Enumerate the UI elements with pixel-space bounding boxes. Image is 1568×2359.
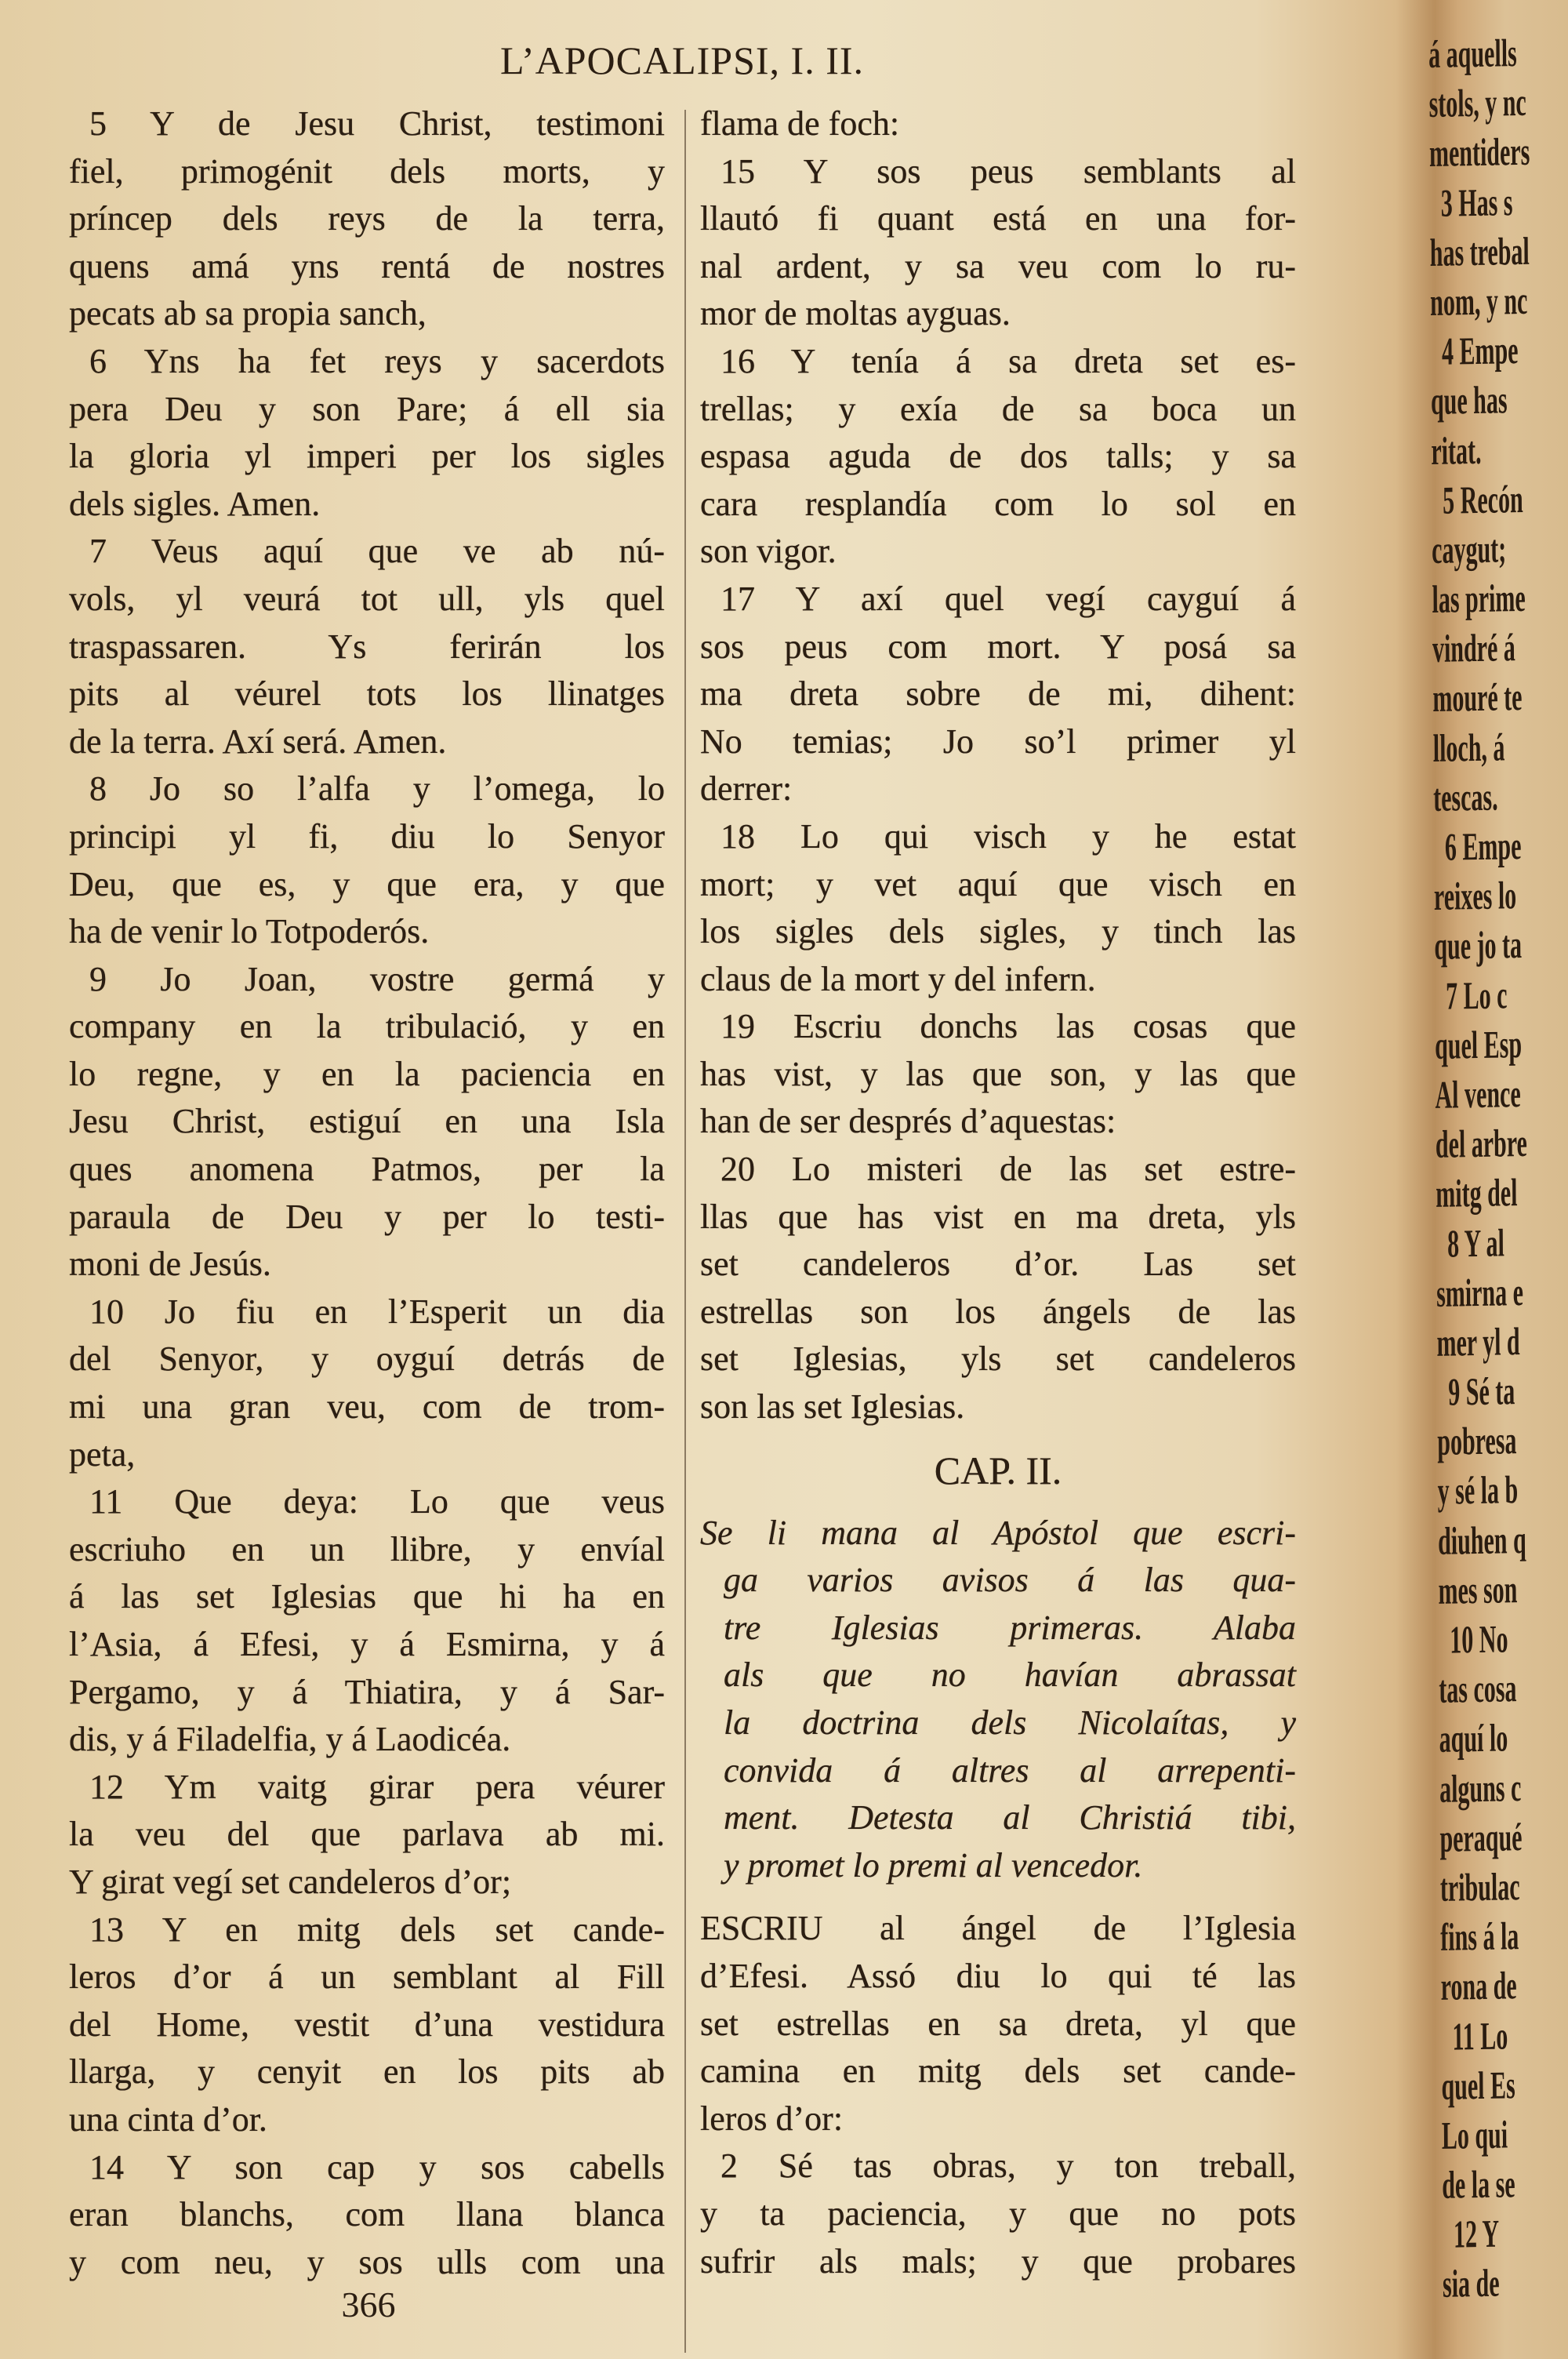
text-line: llas que has vist en ma dreta, yls [700, 1197, 1296, 1236]
text-line: ESCRIU al ángel de l’Iglesia [700, 1909, 1296, 1948]
text-line: y promet lo premi al vencedor. [724, 1845, 1143, 1885]
facing-page-line: 8 Y al [1446, 1219, 1505, 1266]
facing-page-line: 11 Lo [1452, 2012, 1508, 2059]
text-line: set candeleros d’or. Las set [700, 1245, 1296, 1284]
text-line: company en la tribulació, y en [69, 1007, 665, 1046]
facing-page-line: quel Esp [1434, 1021, 1523, 1067]
text-line: 19 Escriu donchs las cosas que [720, 1007, 1296, 1046]
facing-page-line: mer yl d [1436, 1318, 1520, 1365]
text-line: fiel, primogénit dels morts, y [69, 151, 665, 191]
text-line: estrellas son los ángels de las [700, 1292, 1296, 1331]
verse-paragraph [700, 813, 1296, 1003]
facing-page-line: que jo ta [1434, 922, 1523, 969]
facing-page-line: mes son [1438, 1566, 1518, 1612]
verse-paragraph [69, 100, 665, 338]
text-line: has vist, y las que son, y las que [700, 1054, 1296, 1093]
facing-page-line: 4 Empe [1441, 328, 1519, 373]
text-line: moni de Jesús. [69, 1245, 271, 1284]
text-line: sufrir als mals; y que probares [700, 2241, 1296, 2281]
verse-paragraph [700, 1146, 1296, 1431]
verse-paragraph [69, 2144, 665, 2287]
text-line: ha de venir lo Totpoderós. [69, 912, 430, 951]
text-line: eran blanchs, com llana blanca [69, 2195, 665, 2234]
text-line: 9 Jo Joan, vostre germá y [89, 959, 665, 998]
text-line: d’Efesi. Assó diu lo qui té las [700, 1956, 1296, 1995]
text-line: mor de moltas ayguas. [700, 294, 1011, 333]
text-line: del Home, vestit d’una vestidura [69, 2005, 665, 2044]
text-line: son vigor. [700, 532, 837, 571]
facing-page-line: que has [1430, 377, 1508, 423]
facing-page-line: ritat. [1431, 427, 1482, 473]
facing-page-line: 10 No [1450, 1616, 1508, 1662]
text-line: 14 Y son cap y sos cabells [89, 2147, 665, 2186]
text-line: son las set Iglesias. [700, 1387, 965, 1427]
text-line: 5 Y de Jesu Christ, testimoni [89, 104, 665, 143]
verse-paragraph [700, 576, 1296, 813]
facing-page-line: 5 Recón [1442, 476, 1523, 522]
text-line: nal ardent, y sa veu com lo ru- [700, 246, 1296, 285]
text-line: la doctrina dels Nicolaítas, y [724, 1703, 1296, 1742]
facing-page-line: del arbre [1435, 1121, 1528, 1167]
text-line: escriuho en un llibre, y envíal [69, 1529, 665, 1568]
text-line: principi yl fi, diu lo Senyor [69, 816, 665, 856]
verse-paragraph [700, 2143, 1296, 2285]
facing-page-line: 12 Y [1453, 2211, 1500, 2256]
text-line: Se li mana al Apóstol que escri- [700, 1513, 1296, 1552]
facing-page-line: caygut; [1431, 526, 1507, 572]
verse-paragraph [69, 338, 665, 528]
column-divider [684, 110, 686, 2353]
chapter-summary [700, 1510, 1296, 1890]
verse-paragraph [69, 1478, 665, 1764]
text-line: 13 Y en mitg dels set cande- [89, 1910, 665, 1949]
facing-page-line: mentiders [1428, 129, 1530, 176]
text-line: No temias; Jo so’l primer yl [700, 722, 1296, 761]
text-line: flama de foch: [700, 104, 900, 143]
text-line: ga varios avisos á las qua- [724, 1561, 1296, 1600]
text-line: dels sigles. Amen. [69, 484, 321, 523]
text-line: ma dreta sobre de mi, dihent: [700, 674, 1296, 714]
text-line: set Iglesias, yls set candeleros [700, 1339, 1296, 1379]
verse-paragraph [69, 1289, 665, 1478]
text-line: dis, y á Filadelfia, y á Laodicéa. [69, 1720, 511, 1759]
text-line: del Senyor, y oyguí detrás de [69, 1339, 665, 1379]
facing-page-line: tescas. [1432, 774, 1498, 820]
chapter-heading [700, 1431, 1296, 1510]
facing-page-line: 6 Empe [1444, 823, 1522, 869]
facing-page-line: aquí lo [1439, 1715, 1508, 1761]
text-line: ment. Detesta al Christiá tibi, [724, 1798, 1296, 1837]
text-line: lo regne, y en la paciencia en [69, 1054, 665, 1093]
facing-page-line: de la se [1442, 2161, 1515, 2207]
facing-page-line: reixes lo [1433, 873, 1517, 919]
text-line: convida á altres al arrepenti- [724, 1750, 1296, 1790]
text-line: derrer: [700, 769, 793, 809]
text-line: mi una gran veu, com de trom- [69, 1387, 665, 1427]
text-line: pits al véurel tots los llinatges [69, 674, 665, 714]
text-line: príncep dels reys de la terra, [69, 199, 665, 238]
verse-paragraph [69, 956, 665, 1289]
text-line: llautó fi quant está en una for- [700, 199, 1296, 238]
facing-page-line: tribulac [1439, 1864, 1520, 1910]
text-line: pera Deu y son Pare; á ell sia [69, 389, 665, 428]
text-line: 6 Yns ha fet reys y sacerdots [89, 341, 665, 380]
page-number: 366 [341, 2284, 396, 2324]
running-header-title: L’APOCALIPSI, I. II. [500, 38, 864, 82]
text-line: 16 Y tenía á sa dreta set es- [720, 341, 1296, 380]
facing-page-fragment [1428, 30, 1568, 2351]
verse-paragraph [700, 1905, 1296, 2143]
text-line: 8 Jo so l’alfa y l’omega, lo [89, 769, 665, 809]
text-line: los sigles dels sigles, y tinch las [700, 912, 1296, 951]
facing-page-line: las prime [1432, 575, 1526, 622]
text-line: la gloria yl imperi per los sigles [69, 437, 665, 476]
facing-page-line: rona de [1440, 1963, 1517, 2009]
text-line: la veu del que parlava ab mi. [69, 1815, 665, 1854]
right-text-column [700, 100, 1296, 2285]
text-line: Deu, que es, y que era, y que [69, 864, 665, 903]
text-line: han de ser després d’aquestas: [700, 1102, 1116, 1141]
text-line: á las set Iglesias que hi ha en [69, 1577, 665, 1616]
facing-page-line: mouré te [1432, 674, 1523, 721]
text-line: tre Iglesias primeras. Alaba [724, 1608, 1296, 1647]
text-line: leros d’or: [700, 2099, 844, 2138]
facing-page-line: peraqué [1439, 1814, 1523, 1860]
facing-page-line: y sé la b [1437, 1467, 1519, 1514]
text-line: set estrellas en sa dreta, yl que [700, 2004, 1296, 2043]
facing-page-line: Al vence [1435, 1070, 1521, 1117]
text-line: 18 Lo qui visch y he estat [720, 816, 1296, 856]
facing-page-line: stols, y nc [1428, 80, 1526, 126]
facing-page-line: vindré á [1432, 625, 1515, 671]
text-line: camina en mitg dels set cande- [700, 2052, 1296, 2091]
text-line: sos peus com mort. Y posá sa [700, 627, 1296, 666]
facing-page-line: sia de [1442, 2261, 1500, 2306]
facing-page-line: smirna e [1436, 1269, 1524, 1315]
facing-page-line: 3 Has s [1440, 179, 1513, 225]
facing-page-line: á aquells [1428, 31, 1517, 76]
text-line: Y girat vegí set candeleros d’or; [69, 1862, 512, 1901]
text-line: quens amá yns rentá de nostres [69, 246, 665, 285]
verse-paragraph [700, 148, 1296, 338]
text-line: trellas; y exía de sa boca un [700, 389, 1296, 428]
facing-page-line: Lo qui [1441, 2112, 1508, 2157]
verse-paragraph [700, 338, 1296, 576]
text-line: 7 Veus aquí que ve ab nú- [89, 532, 665, 571]
text-line: y ta paciencia, y que no pots [700, 2194, 1296, 2233]
text-line: espasa aguda de dos talls; y sa [700, 437, 1296, 476]
text-line: traspassaren. Ys ferirán los [69, 627, 665, 666]
text-line: vols, yl veurá tot ull, yls quel [69, 579, 665, 618]
chapter-heading-text: CAP. II. [934, 1448, 1062, 1492]
text-line: als que no havían abrassat [724, 1656, 1296, 1695]
text-line: pecats ab sa propia sanch, [69, 294, 426, 333]
facing-page-line: nom, y nc [1430, 278, 1528, 324]
facing-page-line: pobresa [1437, 1418, 1517, 1464]
text-line: cara resplandía com lo sol en [700, 484, 1296, 523]
text-line: 12 Ym vaitg girar pera véurer [89, 1767, 665, 1806]
facing-page-line: 9 Sé ta [1448, 1369, 1515, 1414]
verse-paragraph [700, 1003, 1296, 1146]
facing-page-line: lloch, á [1432, 724, 1505, 770]
text-line: y com neu, y sos ulls com una [69, 2242, 665, 2281]
text-line: 20 Lo misteri de las set estre- [720, 1150, 1296, 1189]
verse-paragraph [69, 1764, 665, 1906]
text-line: Jesu Christ, estiguí en una Isla [69, 1102, 665, 1141]
verse-paragraph [69, 528, 665, 765]
facing-page-line: 7 Lo c [1445, 972, 1508, 1018]
facing-page-line: has trebal [1429, 228, 1530, 274]
facing-page-line: mitg del [1436, 1170, 1518, 1216]
facing-page-line: quel Es [1441, 2062, 1515, 2108]
text-line: de la terra. Axí será. Amen. [69, 722, 447, 761]
verse-paragraph [700, 100, 1296, 148]
text-line: una cinta d’or. [69, 2099, 267, 2139]
text-line: 10 Jo fiu en l’Esperit un dia [89, 1292, 665, 1331]
facing-page-line: alguns c [1439, 1765, 1522, 1811]
text-line: Pergamo, y á Thiatira, y á Sar- [69, 1672, 665, 1711]
facing-page-line: fins á la [1440, 1914, 1519, 1959]
text-line: leros d’or á un semblant al Fill [69, 1957, 665, 1997]
text-line: peta, [69, 1434, 136, 1474]
text-line: ques anomena Patmos, per la [69, 1150, 665, 1189]
text-line: 15 Y sos peus semblants al [720, 151, 1296, 191]
verse-paragraph [69, 1906, 665, 2144]
text-line: l’Asia, á Efesi, y á Esmirna, y á [69, 1625, 665, 1663]
text-line: mort; y vet aquí que visch en [700, 864, 1296, 903]
facing-page-line: diuhen q [1437, 1517, 1526, 1563]
facing-page-line: tas cosa [1439, 1666, 1517, 1712]
verse-paragraph [69, 765, 665, 955]
text-line: llarga, y cenyit en los pits ab [69, 2052, 665, 2092]
text-line: 2 Sé tas obras, y ton treball, [720, 2146, 1296, 2186]
text-line: claus de la mort y del infern. [700, 959, 1096, 998]
text-line: 17 Y axí quel vegí cayguí á [720, 579, 1296, 618]
text-line: 11 Que deya: Lo que veus [89, 1482, 665, 1521]
text-line: paraula de Deu y per lo testi- [69, 1197, 665, 1236]
left-text-column [69, 100, 665, 2286]
